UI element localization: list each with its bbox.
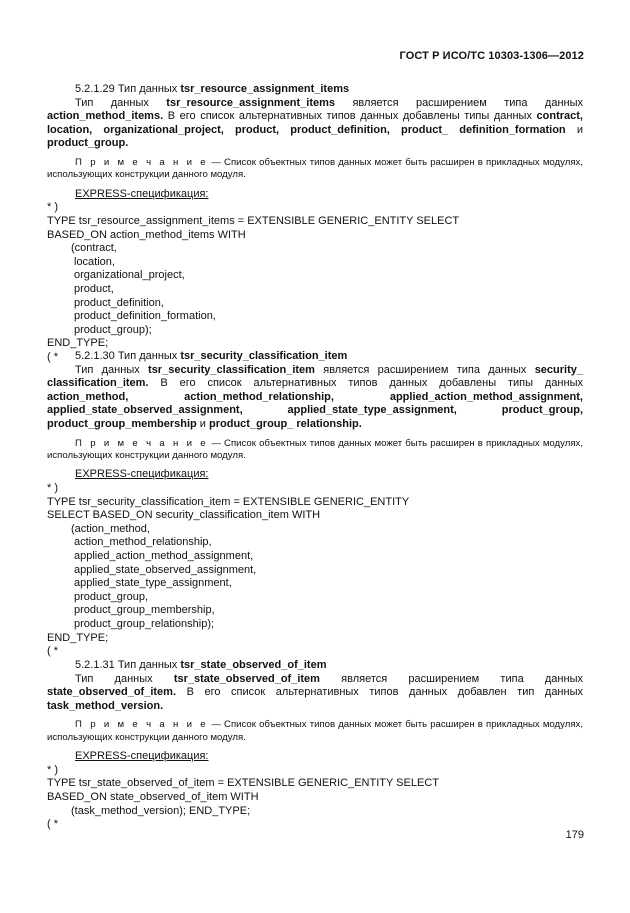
- section-5-2-1-29: [47, 83, 583, 365]
- page-number: 179: [565, 829, 584, 841]
- note: П р и м е ч а н и е — Список объектных типов данных может быть расширен в прикладных модулях, использующих конструкции данного модуля.: [47, 719, 583, 743]
- express-label: EXPRESS-спецификация:: [75, 187, 209, 200]
- section-5-2-1-31: [47, 659, 583, 832]
- section-5-2-1-30: [47, 350, 583, 659]
- express-code: * ) TYPE tsr_security_classification_item = EXTENSIBLE GENERIC_ENTITY SELECT BASED_ON security_classification_item WITH (action_method, action_method_relationship, applied_action_method_assignment, applied_state_observed_assignment, applied_state_type_assignment, product_group, product_group_membership, product_group_relationship); END_TYPE; ( *: [47, 481, 410, 658]
- section-description: Тип данных tsr_state_observed_of_item является расширением типа данных state_observed_of_item. В его список альтернативных типов данных добавлен тип данных task_method_version.: [47, 672, 583, 712]
- note: П р и м е ч а н и е — Список объектных типов данных может быть расширен в прикладных модулях, использующих конструкции данного модуля.: [47, 437, 583, 461]
- section-description: Тип данных tsr_resource_assignment_items является расширением типа данных action_method_items. В его список альтернативных типов данных добавлены типы данных contract, location, organizational_project, product, product_definition, product_ definition_formation и product_group.: [47, 96, 583, 150]
- section-heading: 5.2.1.30 Тип данных tsr_security_classification_item: [75, 350, 348, 362]
- section-heading: 5.2.1.29 Тип данных tsr_resource_assignment_items: [75, 83, 350, 95]
- section-description: Тип данных tsr_security_classification_item является расширением типа данных security_ classification_item. В его список альтернативных типов данных добавлены типы данных action_method, action_method_relationship, applied_action_method_assignment, applied_state_observed_assignment, applied_state_type_assignment, product_group, product_group_membership и product_group_ relationship.: [47, 363, 583, 430]
- express-label: EXPRESS-спецификация:: [75, 750, 209, 763]
- standard-header: ГОСТ Р ИСО/ТС 10303-1306—2012: [399, 50, 584, 62]
- express-label: EXPRESS-спецификация:: [75, 468, 209, 481]
- note: П р и м е ч а н и е — Список объектных типов данных может быть расширен в прикладных модулях, использующих конструкции данного модуля.: [47, 156, 583, 181]
- express-code: * ) TYPE tsr_state_observed_of_item = EXTENSIBLE GENERIC_ENTITY SELECT BASED_ON state_observed_of_item WITH (task_method_version); END_TYPE; ( *: [47, 763, 439, 831]
- express-code: * ) TYPE tsr_resource_assignment_items = EXTENSIBLE GENERIC_ENTITY SELECT BASED_ON action_method_items WITH (contract, location, organizational_project, product, product_definition, product_definition_formation, product_group); END_TYPE; ( *: [47, 201, 460, 363]
- section-heading: 5.2.1.31 Тип данных tsr_state_observed_of_item: [75, 659, 327, 671]
